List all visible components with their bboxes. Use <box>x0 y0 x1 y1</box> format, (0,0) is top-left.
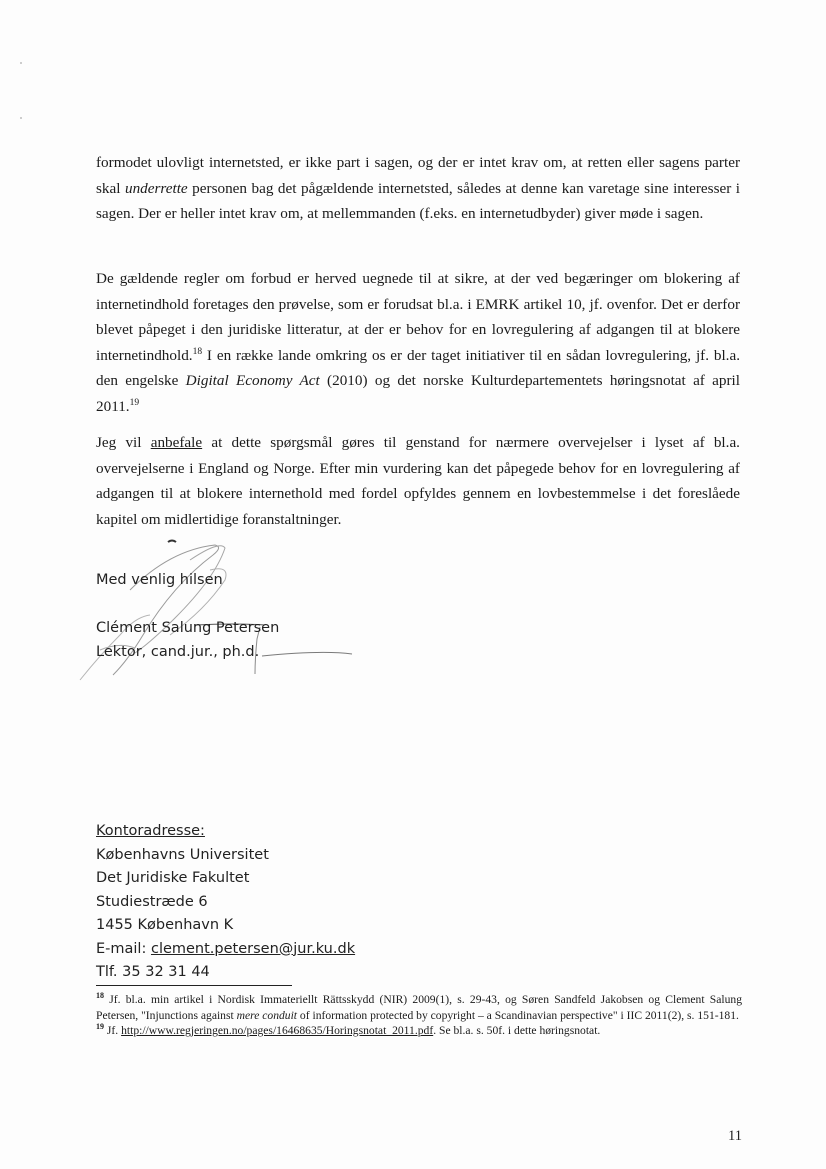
footnote-text: . Se bl.a. s. 50f. i dette høringsnotat. <box>433 1024 601 1037</box>
handwritten-signature <box>70 530 370 690</box>
footnotes <box>96 992 742 1039</box>
footnote-link[interactable]: http://www.regjeringen.no/pages/16468635/Horingsnotat_2011.pdf <box>121 1024 434 1037</box>
footnote-18 <box>96 992 742 1023</box>
body-paragraph-3 <box>96 430 740 532</box>
body-paragraph-1 <box>96 150 740 227</box>
scan-speck <box>20 62 22 64</box>
body-paragraph-2 <box>96 266 740 419</box>
email-line <box>96 938 355 962</box>
phone-line: Tlf. 35 32 31 44 <box>96 964 210 980</box>
address-line: 1455 København K <box>96 917 234 933</box>
office-address <box>96 820 355 985</box>
footnote-ref-18[interactable]: 18 <box>192 346 203 357</box>
footnote-text: of information protected by copyright – a Scandinavian perspective" i IIC 2011(2), s. 151-181. <box>297 1008 739 1022</box>
paragraph-text: formodet ulovligt internetsted, er ikke part i sagen, og der er intet krav om, at retten eller sagens parter skal <box>96 154 740 197</box>
footnote-number: 19 <box>96 1022 104 1032</box>
email-label: E-mail: <box>96 940 151 957</box>
paragraph-text: I en række lande omkring os er der taget initiativer til en sådan lovregulering, jf. bl.a. den engelske <box>96 346 740 389</box>
emphasis-text: underrette <box>124 179 188 197</box>
footnote-19 <box>96 1023 742 1039</box>
address-line: Det Juridiske Fakultet <box>96 870 250 886</box>
paragraph-text: personen bag det pågældende internetsted, således at denne kan varetage sine interesser i sagen. Der er heller intet krav om, at mellemmanden (f.eks. en internetudbyder) giver møde i sagen. <box>96 179 740 222</box>
address-line: Københavns Universitet <box>96 846 269 863</box>
greeting: Med venlig hilsen <box>96 572 223 588</box>
signer-name: Clément Salung Petersen <box>96 620 280 636</box>
paragraph-text: (2010) og det norske Kulturdepartementets høringsnotat af april 2011. <box>96 372 740 415</box>
footnote-number: 18 <box>96 991 104 1001</box>
paragraph-text: Jeg vil <box>96 434 151 451</box>
emphasis-text: mere conduit <box>236 1008 298 1022</box>
footnote-text: Jf. <box>104 1024 122 1037</box>
page-number: 11 <box>728 1128 742 1144</box>
address-line: Studiestræde 6 <box>96 893 208 910</box>
address-heading: Kontoradresse: <box>96 823 205 839</box>
scan-speck <box>20 117 22 119</box>
paragraph-text: at dette spørgsmål gøres til genstand for nærmere overvejelser i lyset af bl.a. overvejelserne i England og Norge. Efter min vurdering kan det påpegede behov for en lovregulering af adgangen til at blokere internethold med fordel opfyldes gennem en lovbestemmelse i det foreslåede kapitel om midlertidige foranstaltninger. <box>96 434 740 528</box>
footnote-text: Jf. bl.a. min artikel i Nordisk Immateriellt Rättsskydd (NIR) 2009(1), s. 29-43, og Søren Sandfeld Jakobsen og Clement Salung Petersen, "Injunctions against <box>96 993 742 1022</box>
signer-title: Lektor, cand.jur., ph.d. <box>96 644 260 660</box>
email-link[interactable]: clement.petersen@jur.ku.dk <box>150 940 356 957</box>
footnote-ref-19[interactable]: 19 <box>129 397 140 408</box>
paragraph-text: De gældende regler om forbud er herved uegnede til at sikre, at der ved begæringer om blokering af internetindhold foretages den prøvelse, som er forudsat bl.a. i EMRK artikel 10, jf. ovenfor. Det er derfor blevet påpeget i den juridiske litteratur, at der er behov for en lovregulering af adgangen til at blokere internetindhold. <box>96 270 740 364</box>
emphasis-text: Digital Economy Act <box>185 372 320 389</box>
footnote-divider <box>96 985 292 986</box>
underlined-text: anbefale <box>150 434 203 451</box>
